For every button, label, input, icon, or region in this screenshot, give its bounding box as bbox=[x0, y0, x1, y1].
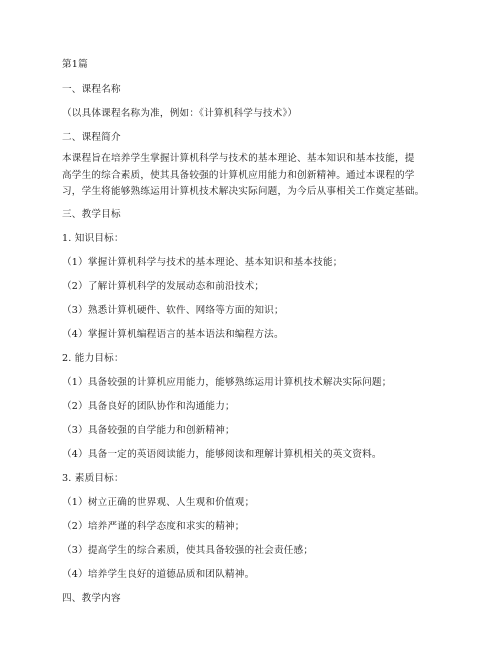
ability-goal-item: （1）具备较强的计算机应用能力，能够熟练运用计算机技术解决实际问题； bbox=[62, 377, 392, 388]
ability-goals-heading: 2. 能力目标： bbox=[62, 353, 124, 364]
knowledge-goal-item: （3）熟悉计算机硬件、软件、网络等方面的知识； bbox=[62, 305, 284, 316]
ability-goal-item: （4）具备一定的英语阅读能力，能够阅读和理解计算机相关的英文资料。 bbox=[62, 449, 382, 460]
ability-goal-item: （3）具备较强的自学能力和创新精神； bbox=[62, 425, 235, 436]
quality-goal-item: （3）提高学生的综合素质，使其具备较强的社会责任感； bbox=[62, 545, 314, 556]
course-intro-paragraph bbox=[62, 151, 440, 201]
section-heading-objectives: 三、教学目标 bbox=[62, 209, 121, 220]
course-intro-line: 高学生的综合素质，使其具备较强的计算机应用能力和创新精神。通过本课程的学 bbox=[62, 169, 415, 181]
section-heading-course-intro: 二、课程简介 bbox=[62, 132, 121, 143]
quality-goal-item: （1）树立正确的世界观、人生观和价值观； bbox=[62, 497, 255, 508]
part-heading: 第1篇 bbox=[62, 59, 88, 70]
course-intro-line: 习，学生将能够熟练运用计算机技术解决实际问题，为今后从事相关工作奠定基础。 bbox=[62, 186, 425, 197]
section-heading-content: 四、教学内容 bbox=[62, 593, 121, 604]
course-name-note: （以具体课程名称为准，例如：《计算机科学与技术》） bbox=[62, 108, 298, 119]
ability-goal-item: （2）具备良好的团队协作和沟通能力； bbox=[62, 401, 235, 412]
quality-goal-item: （2）培养严谨的科学态度和求实的精神； bbox=[62, 521, 245, 532]
knowledge-goals-heading: 1. 知识目标： bbox=[62, 233, 124, 244]
knowledge-goal-item: （2）了解计算机科学的发展动态和前沿技术； bbox=[62, 281, 265, 292]
knowledge-goal-item: （4）掌握计算机编程语言的基本语法和编程方法。 bbox=[62, 329, 284, 340]
course-intro-line: 本课程旨在培养学生掌握计算机科学与技术的基本理论、基本知识和基本技能，提 bbox=[62, 153, 415, 164]
quality-goal-item: （4）培养学生良好的道德品质和团队精神。 bbox=[62, 569, 255, 580]
knowledge-goal-item: （1）掌握计算机科学与技术的基本理论、基本知识和基本技能； bbox=[62, 257, 343, 268]
quality-goals-heading: 3. 素质目标： bbox=[62, 473, 124, 484]
section-heading-course-name: 一、课程名称 bbox=[62, 84, 121, 95]
